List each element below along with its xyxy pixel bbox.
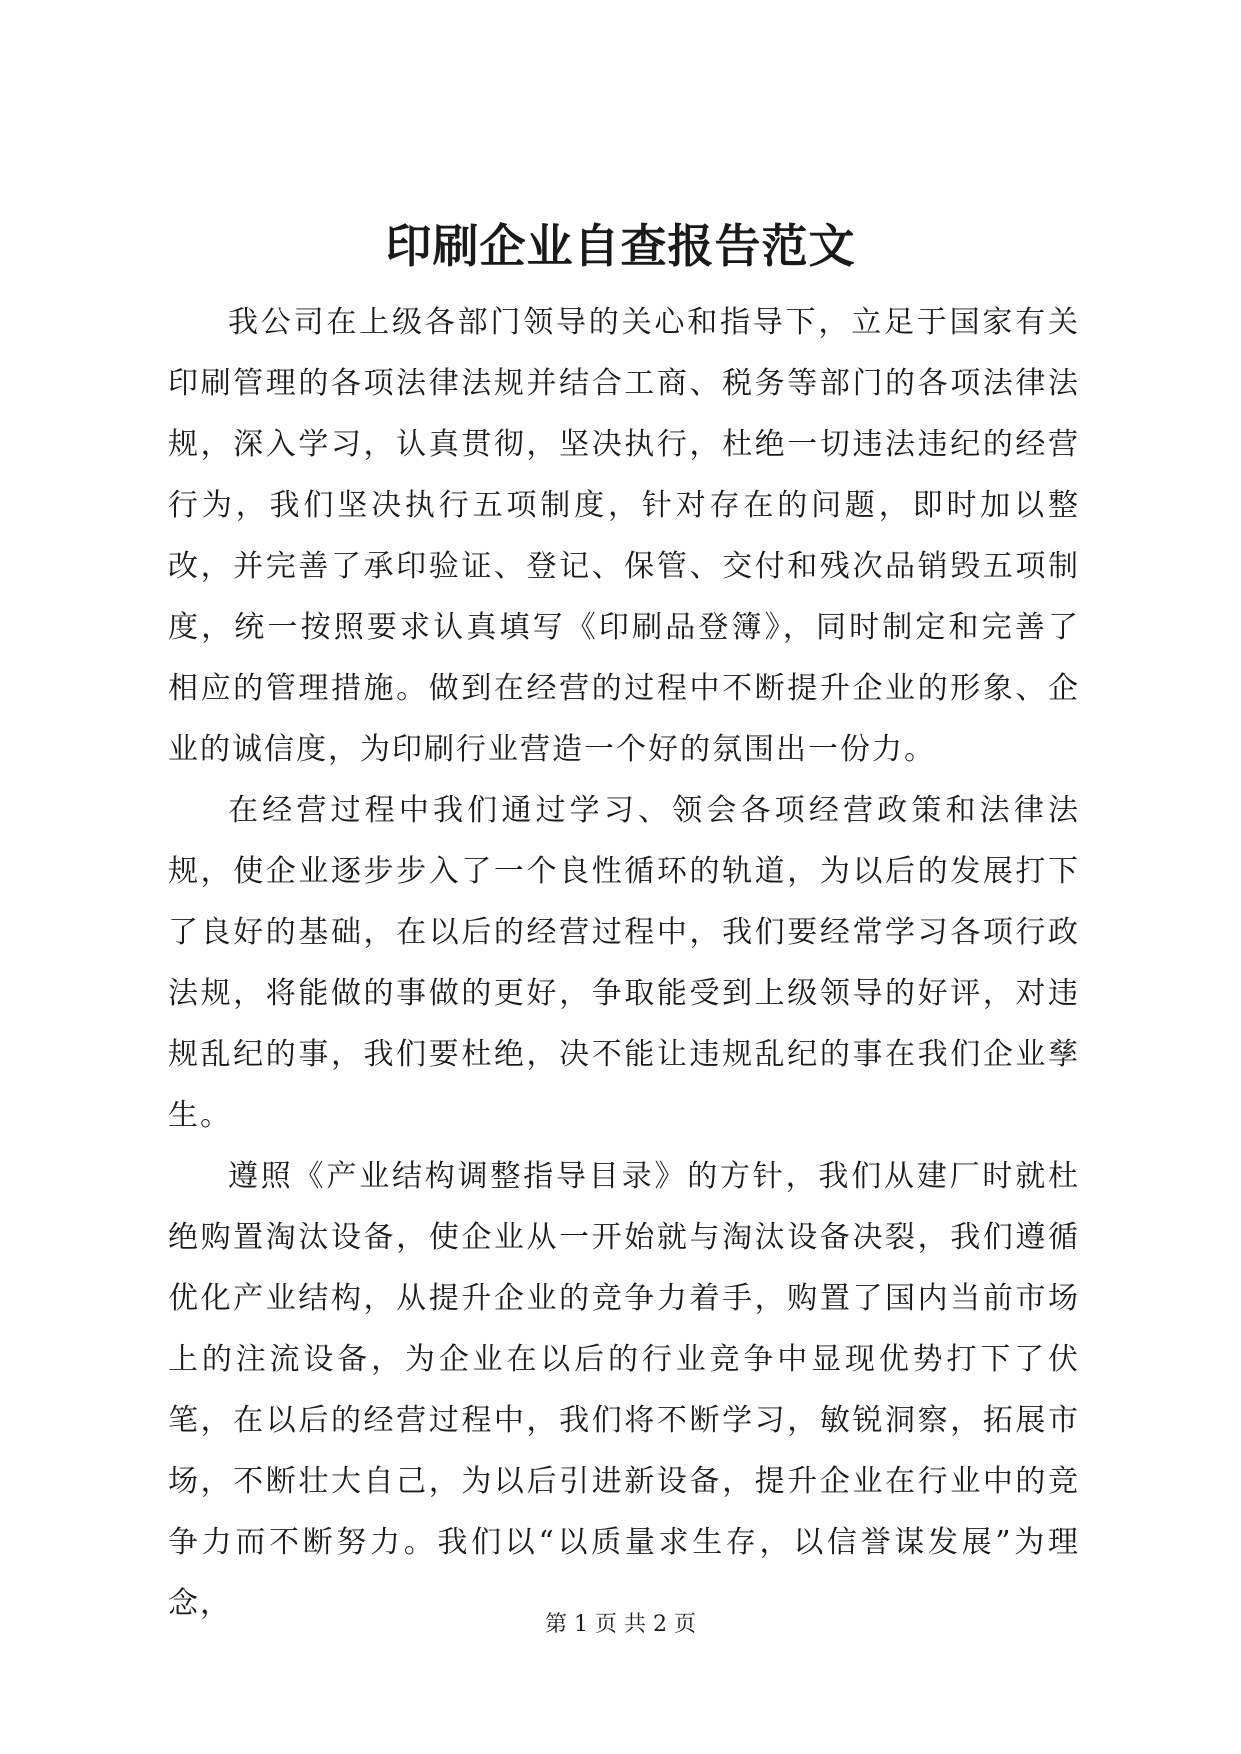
- paragraph-1: 我公司在上级各部门领导的关心和指导下，立足于国家有关印刷管理的各项法律法规并结合工商、税务等部门的各项法律法规，深入学习，认真贯彻，坚决执行，杜绝一切违法违纪的经营行为，我们坚决执行五项制度，针对存在的问题，即时加以整改，并完善了承印验证、登记、保管、交付和残次品销毁五项制度，统一按照要求认真填写《印刷品登簿》，同时制定和完善了相应的管理措施。做到在经营的过程中不断提升企业的形象、企业的诚信度，为印刷行业营造一个好的氛围出一份力。: [168, 305, 1080, 767]
- page-number-footer: 第 1 页 共 2 页: [545, 1612, 696, 1637]
- paragraph-3: 遵照《产业结构调整指导目录》的方针，我们从建厂时就杜绝购置淘汰设备，使企业从一开始就与淘汰设备决裂，我们遵循优化产业结构，从提升企业的竞争力着手，购置了国内当前市场上的注流设备，为企业在以后的行业竞争中显现优势打下了伏笔，在以后的经营过程中，我们将不断学习，敏锐洞察，拓展市场，不断壮大自己，为以后引进新设备，提升企业在行业中的竞争力而不断努力。我们以“以质量求生存，以信誉谋发展”为理念，: [168, 1159, 1080, 1621]
- document-title: 印刷企业自查报告范文: [385, 219, 856, 273]
- paragraph-2: 在经营过程中我们通过学习、领会各项经营政策和法律法规，使企业逐步步入了一个良性循环的轨道，为以后的发展打下了良好的基础，在以后的经营过程中，我们要经常学习各项行政法规，将能做的事做的更好，争取能受到上级领导的好评，对违规乱纪的事，我们要杜绝，决不能让违规乱纪的事在我们企业孳生。: [168, 793, 1080, 1133]
- document-body: [168, 292, 1080, 1634]
